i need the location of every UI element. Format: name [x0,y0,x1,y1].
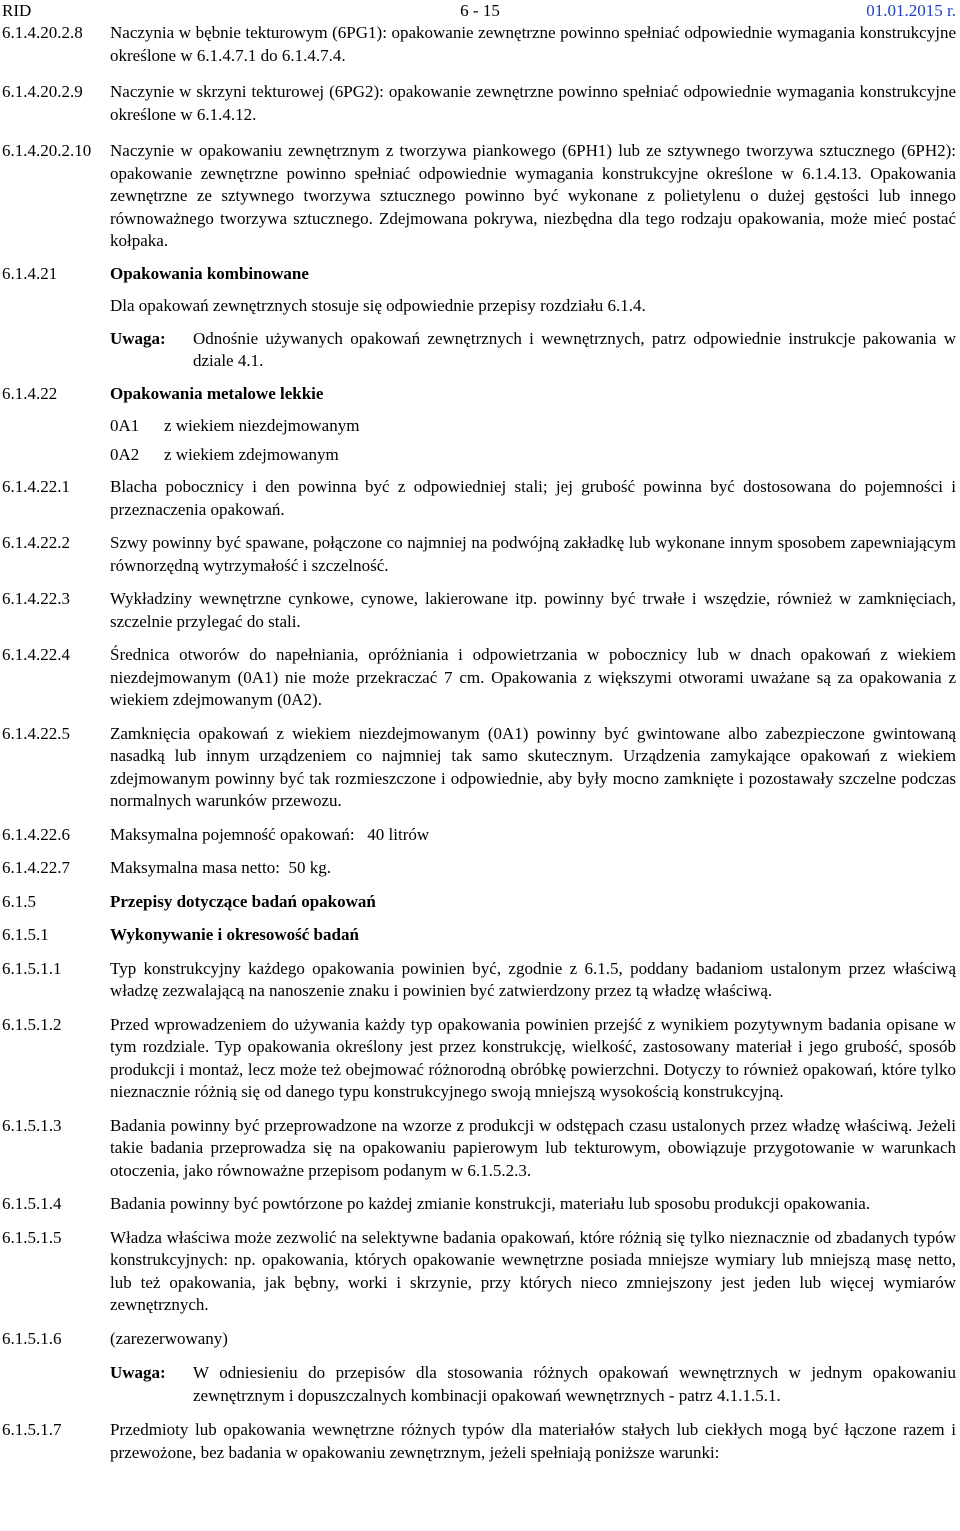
section-number: 6.1.5.1.2 [2,1014,62,1034]
section-6-1-4-20-2-8 [2,22,956,67]
note-label: Uwaga: [110,328,166,348]
section-6-1-5-1-7 [2,1419,956,1464]
page-header [0,0,960,22]
section-number: 6.1.5.1.5 [2,1227,62,1247]
section-title: Opakowania metalowe lekkie [110,383,324,403]
section-text: Badania powinny być przeprowadzone na wzorze z produkcji w odstępach czasu ustalonych przez władzę właściwą. Jeżeli takie badania przeprowadza się na opakowaniu papierowym lub tekturowym, obowiązuje przygotowanie w warunkach otoczenia, jako równoważne przepisom podanym w 6.1.5.2.3. [110,1115,956,1180]
section-number: 6.1.5.1.7 [2,1420,62,1439]
section-number: 6.1.4.22.6 [2,824,70,844]
packaging-code: 0A1 [110,416,140,435]
section-text: Naczynia w bębnie tekturowym (6PG1): opakowanie zewnętrzne powinno spełniać odpowiednie wymagania konstrukcyjne określone w 6.1.4.7.1 do 6.1.4.7.4. [110,23,956,65]
section-number: 6.1.4.22.1 [2,477,70,496]
section-text: Dla opakowań zewnętrznych stosuje się odpowiednie przepisy rozdziału 6.1.4. [110,296,646,315]
section-text: Władza właściwa może zezwolić na selektywne badania opakowań, które różnią się tylko nieznacznie od zbadanych typów konstrukcyjnych: np. opakowania, których opakowanie wewnętrzne posiada mniejsze wymiary lub mniejszą masę netto, lub też opakowania, jak bębny, worki i skrzynie, przy których nieco zmniejszony jest jeden lub więcej wymiarów zewnętrznych. [110,1227,956,1314]
section-6-1-4-22-1 [2,476,956,521]
section-6-1-4-22 [2,383,956,406]
section-text: Blacha pobocznicy i den powinna być z odpowiedniej stali; jej grubość powinna być dostosowana do pojemności i przeznaczenia opakowań. [110,477,956,519]
section-6-1-5-1 [2,924,956,947]
section-6-1-5-1-4 [2,1193,956,1216]
packaging-code-description: z wiekiem niezdejmowanym [164,416,360,435]
code-row [2,444,956,467]
section-text: Zamknięcia opakowań z wiekiem niezdejmowanym (0A1) powinny być gwintowane albo zabezpieczone gwintowaną nasadką lub innym urządzeniem co najmniej tak samo skutecznym. Urządzenia zamykające opakowań z wiekiem zdejmowanym powinny być tak rozmieszczone i odpowiednie, aby były mocno zamknięte i pozostawały szczelne podczas normalnych warunków przewozu. [110,723,956,810]
note-text: W odniesieniu do przepisów dla stosowania różnych opakowań wewnętrznych w jednym opakowaniu zewnętrznym i dopuszczalnych kombinacji opakowań wewnętrznych - patrz 4.1.1.5.1. [193,1363,956,1405]
section-number: 6.1.4.22.4 [2,645,70,664]
section-title: Wykonywanie i okresowość badań [110,925,359,944]
section-number: 6.1.5.1.4 [2,1194,62,1213]
section-number: 6.1.4.21 [2,263,58,283]
section-text: Przedmioty lub opakowania wewnętrzne różnych typów dla materiałów stałych lub ciekłych mogą być łączone razem i przewożone, bez badania w opakowaniu zewnętrznym, jeżeli spełniają poniższe warunki: [110,1420,956,1462]
section-text: Szwy powinny być spawane, połączone co najmniej na podwójną zakładkę lub wykonane innym sposobem zapewniającym równorzędną wytrzymałość i szczelność. [110,533,956,575]
section-text: Maksymalna pojemność opakowań: 40 litrów [110,824,430,844]
section-number: 6.1.5.1.1 [2,958,62,978]
header-date: 01.01.2015 r. [866,1,956,20]
section-number: 6.1.4.20.2.10 [2,141,92,160]
note-6-1-4-21 [2,328,956,373]
section-6-1-4-22-6 [2,824,956,847]
section-text: Przed wprowadzeniem do używania każdy typ opakowania powinien przejść z wynikiem pozytywnym badania opisane w tym rozdziale. Typ opakowania określony jest przez konstrukcję, wielkość, zastosowany materiał i jego grubość, sposób produkcji i montaż, lecz może też obejmować różnorodną obróbkę powierzchni. Dotyczy to również opakowań, które tylko nieznacznie różnią się od danego typu konstrukcyjnego swoją mniejszą wysokością konstrukcyjną. [110,1014,956,1101]
section-number: 6.1.5.1.6 [2,1328,62,1348]
section-number: 6.1.4.20.2.8 [2,23,83,42]
note-label: Uwaga: [110,1363,166,1382]
section-6-1-4-22-4 [2,644,956,712]
section-number: 6.1.4.20.2.9 [2,82,83,101]
section-6-1-4-21 [2,263,956,286]
section-6-1-4-22-2 [2,532,956,577]
note-6-1-5-1-6 [2,1362,956,1407]
header-page-number: 6 - 15 [460,1,500,20]
section-6-1-4-22-7 [2,857,956,880]
section-number: 6.1.4.22.3 [2,589,70,608]
section-number: 6.1.5.1 [2,925,49,944]
section-number: 6.1.5.1.3 [2,1115,62,1135]
packaging-code-description: z wiekiem zdejmowanym [164,444,339,464]
packaging-code: 0A2 [110,444,140,464]
section-title: Przepisy dotyczące badań opakowań [110,891,376,911]
section-6-1-5 [2,891,956,914]
section-text: Maksymalna masa netto: 50 kg. [110,858,331,877]
section-text: Naczynie w opakowaniu zewnętrznym z tworzywa piankowego (6PH1) lub ze sztywnego tworzywa sztucznego (6PH2): opakowanie zewnętrzne powinno spełniać odpowiednie wymagania konstrukcyjne określone w 6.1.4.13. Opakowania zewnętrzne ze sztywnego tworzywa sztucznego powinno być wykonane z polietylenu o dużej gęstości lub innego równoważnego tworzywa sztucznego. Zdejmowana pokrywa, niezbędna dla tego rodzaju opakowania, może mieć postać kołpaka. [110,141,956,250]
section-number: 6.1.4.22.5 [2,723,70,743]
header-doc-name: RID [2,1,32,20]
section-text: (zarezerwowany) [110,1328,228,1348]
section-6-1-4-22-3 [2,588,956,633]
section-6-1-4-20-2-10 [2,140,956,253]
section-6-1-4-20-2-9 [2,81,956,126]
section-number: 6.1.5 [2,891,36,911]
section-text: Typ konstrukcyjny każdego opakowania powinien być, zgodnie z 6.1.5, poddany badaniom ustalonym przez właściwą władzę zezwalającą na nanoszenie znaku i powinien być zatwierdzony przez tą władzę właściwą. [110,958,956,1000]
section-text: Wykładziny wewnętrzne cynkowe, cynowe, lakierowane itp. powinny być trwałe i wszędzie, również w zamknięciach, szczelnie przylegać do stali. [110,589,956,631]
section-6-1-5-1-2 [2,1014,956,1104]
section-number: 6.1.4.22.7 [2,858,70,877]
section-6-1-5-1-3 [2,1115,956,1183]
section-6-1-5-1-5 [2,1227,956,1317]
document-body [2,22,956,1464]
section-text: Badania powinny być powtórzone po każdej zmianie konstrukcji, materiału lub sposobu produkcji opakowania. [110,1194,871,1213]
section-number: 6.1.4.22.2 [2,533,70,552]
section-6-1-5-1-6 [2,1328,956,1351]
section-text: Średnica otworów do napełniania, opróżniania i odpowietrzania w pobocznicy lub w dnach opakowań z wiekiem niezdejmowanym (0A1) nie może przekraczać 7 cm. Opakowania z większymi otworami uważane są za opakowania z wiekiem zdejmowanym (0A2). [110,645,956,709]
code-row [2,415,956,438]
note-text: Odnośnie używanych opakowań zewnętrznych i wewnętrznych, patrz odpowiednie instrukcje pakowania w dziale 4.1. [193,328,956,370]
section-text: Naczynie w skrzyni tekturowej (6PG2): opakowanie zewnętrzne powinno spełniać odpowiednie wymagania konstrukcyjne określone w 6.1.4.12. [110,82,956,124]
section-title: Opakowania kombinowane [110,263,309,283]
section-6-1-4-22-5 [2,723,956,813]
section-number: 6.1.4.22 [2,383,58,403]
section-6-1-5-1-1 [2,958,956,1003]
